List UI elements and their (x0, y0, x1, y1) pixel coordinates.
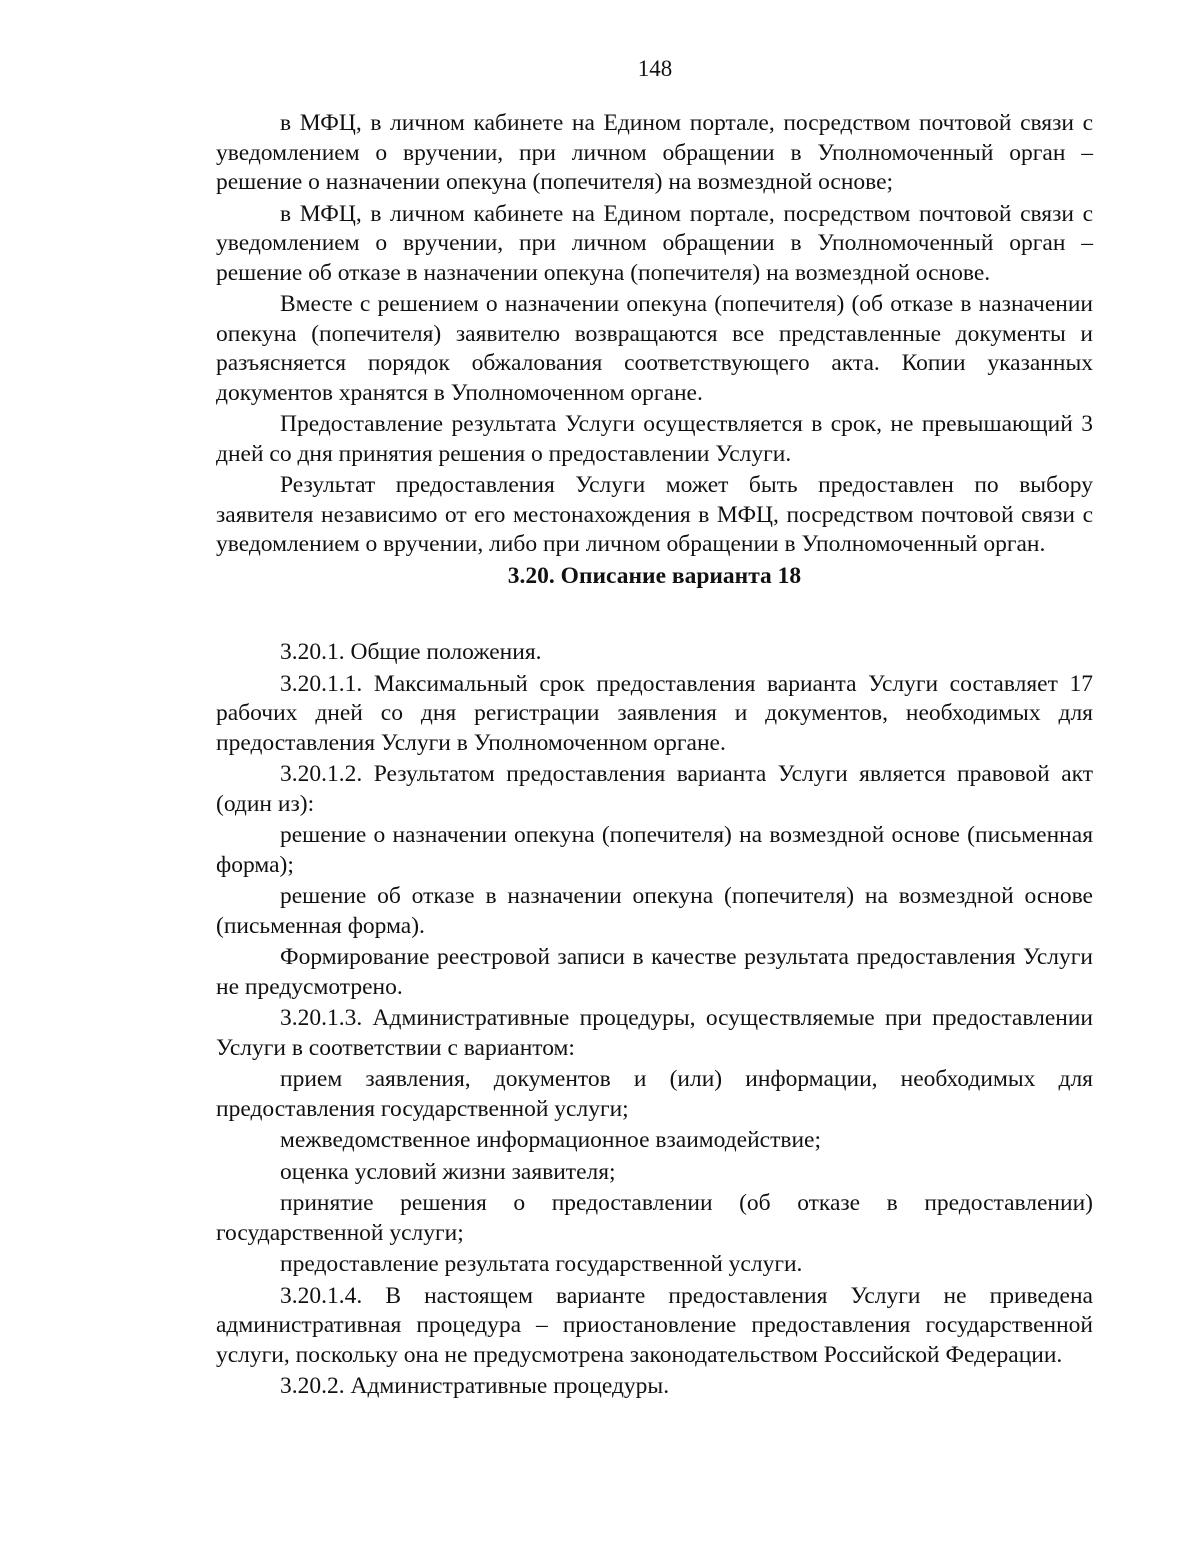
paragraph: Предоставление результата Услуги осуществляется в срок, не превышающий 3 дней со дня принятия решения о предоставлении Услуги. (216, 411, 1093, 467)
paragraph: прием заявления, документов и (или) информации, необходимых для предоставления государственной услуги; (216, 1066, 1093, 1122)
section-heading: 3.20. Описание варианта 18 (507, 562, 802, 589)
document-body (216, 109, 1093, 1404)
paragraph: 3.20.1.4. В настоящем варианте предоставления Услуги не приведена административная процедура – приостановление предоставления государственной услуги, поскольку она не предусмотрена законодательством Российской Федерации. (216, 1282, 1093, 1368)
paragraph: в МФЦ, в личном кабинете на Едином портале, посредством почтовой связи с уведомлением о вручении, при личном обращении в Уполномоченный орган – решение об отказе в назначении опекуна (попечителя) на возмездной основе. (216, 200, 1093, 286)
paragraph: межведомственное информационное взаимодействие; (280, 1127, 822, 1153)
paragraph: Результат предоставления Услуги может быть предоставлен по выбору заявителя независимо от его местонахождения в МФЦ, посредством почтовой связи с уведомлением о вручении, либо при личном обращении в Уполномоченный орган. (216, 472, 1093, 557)
paragraph: 3.20.2. Административные процедуры. (280, 1373, 670, 1399)
paragraph: 3.20.1.1. Максимальный срок предоставления варианта Услуги составляет 17 рабочих дней со дня регистрации заявления и документов, необходимых для предоставления Услуги в Уполномоченном органе. (216, 670, 1093, 756)
paragraph: 3.20.1. Общие положения. (280, 639, 542, 665)
paragraph: в МФЦ, в личном кабинете на Едином портале, посредством почтовой связи с уведомлением о вручении, при личном обращении в Уполномоченный орган – решение о назначении опекуна (попечителя) на возмездной основе; (216, 110, 1093, 195)
paragraph: 3.20.1.2. Результатом предоставления варианта Услуги является правовой акт (один из): (216, 761, 1093, 817)
paragraph: оценка условий жизни заявителя; (280, 1158, 616, 1185)
paragraph: решение об отказе в назначении опекуна (попечителя) на возмездной основе (письменная форма). (216, 883, 1093, 939)
paragraph: 3.20.1.3. Административные процедуры, осуществляемые при предоставлении Услуги в соответствии с вариантом: (216, 1005, 1093, 1061)
paragraph: решение о назначении опекуна (попечителя) на возмездной основе (письменная форма); (216, 822, 1093, 878)
page-number: 148 (637, 56, 673, 81)
paragraph: принятие решения о предоставлении (об отказе в предоставлении) государственной услуги; (216, 1190, 1093, 1246)
paragraph: Формирование реестровой записи в качестве результата предоставления Услуги не предусмотрено. (216, 944, 1093, 1000)
paragraph: предоставление результата государственной услуги. (280, 1251, 803, 1277)
paragraph: Вместе с решением о назначении опекуна (попечителя) (об отказе в назначении опекуна (попечителя) заявителю возвращаются все представленные документы и разъясняется порядок обжалования соответствующего акта. Копии указанных документов хранятся в Уполномоченном органе. (216, 291, 1093, 406)
